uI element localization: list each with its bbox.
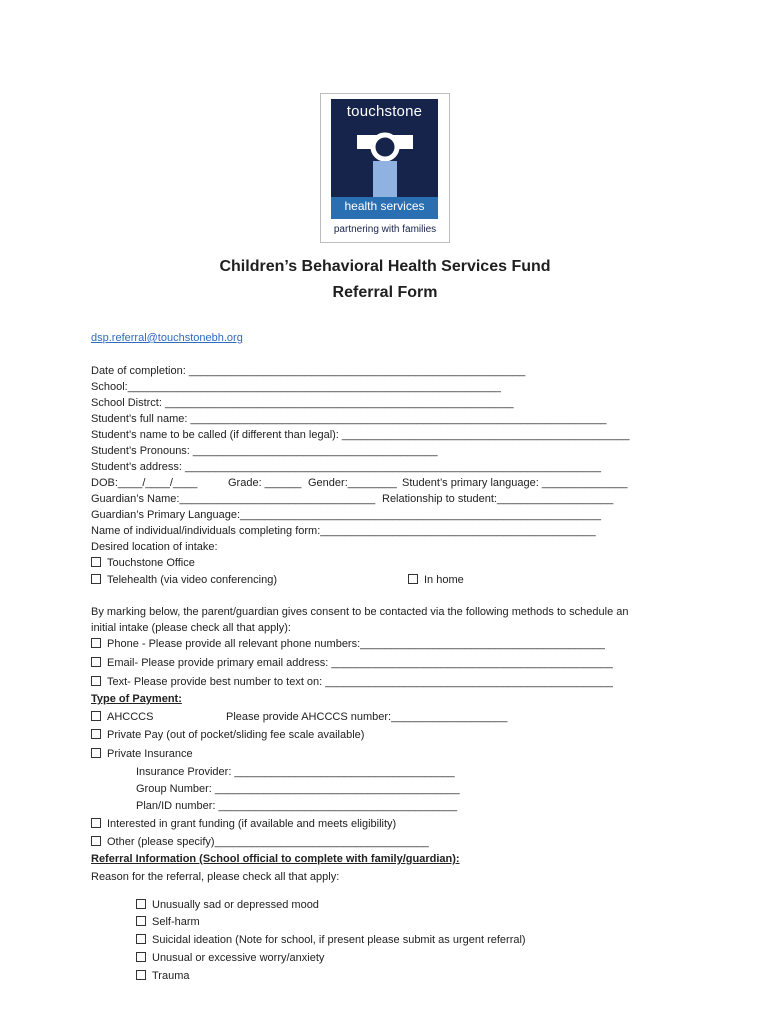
consent-text-line-2: initial intake (please check all that apply): (91, 622, 291, 634)
group-number-field[interactable]: Group Number: ________________________________________ (136, 783, 460, 795)
checkbox[interactable] (136, 970, 146, 980)
address-field[interactable]: Student’s address: ____________________________________________________________________ (91, 461, 601, 473)
guardian-name-field[interactable]: Guardian’s Name:________________________________ (91, 493, 376, 505)
checkbox[interactable] (91, 557, 101, 567)
referral-item[interactable] (136, 952, 324, 964)
ahcccs-number-field[interactable]: Please provide AHCCCS number:___________________ (226, 711, 508, 723)
checkbox[interactable] (91, 657, 101, 667)
referral-item-label: Suicidal ideation (Note for school, if present please submit as urgent referral) (152, 934, 526, 946)
referral-item[interactable] (136, 899, 319, 911)
referral-item-label: Trauma (152, 970, 190, 982)
checkbox[interactable] (136, 916, 146, 926)
checkbox[interactable] (136, 934, 146, 944)
referral-item[interactable] (136, 916, 200, 928)
checkbox[interactable] (91, 818, 101, 828)
payment-grant-label: Interested in grant funding (if available and meets eligibility) (107, 818, 397, 830)
location-home-option[interactable] (408, 574, 464, 586)
date-field[interactable]: Date of completion: _______________________________________________________ (91, 365, 526, 377)
pronouns-field[interactable]: Student’s Pronouns: ________________________________________ (91, 445, 438, 457)
payment-grant-option[interactable] (91, 818, 396, 830)
payment-ahcccs-label: AHCCCS (107, 711, 154, 723)
full-name-field[interactable]: Student’s full name: ____________________________________________________________________ (91, 413, 607, 425)
location-home-label: In home (424, 574, 464, 586)
insurance-provider-field[interactable]: Insurance Provider: ____________________________________ (136, 766, 455, 778)
primary-language-field[interactable]: Student’s primary language: ______________ (402, 477, 628, 489)
consent-text-line-1: By marking below, the parent/guardian gives consent to be contacted via the following methods to schedule an (91, 606, 629, 618)
payment-private-insurance-option[interactable] (91, 748, 193, 760)
checkbox[interactable] (91, 676, 101, 686)
touchstone-logo (320, 93, 450, 243)
payment-private-pay-label: Private Pay (out of pocket/sliding fee scale available) (107, 729, 365, 741)
checkbox[interactable] (136, 952, 146, 962)
payment-private-pay-option[interactable] (91, 729, 364, 741)
desired-location-label: Desired location of intake: (91, 541, 218, 553)
location-telehealth-option[interactable] (91, 574, 277, 586)
logo-brand-top: touchstone (346, 103, 423, 120)
payment-other-option[interactable] (91, 836, 429, 848)
checkbox[interactable] (91, 836, 101, 846)
referral-item-label: Unusually sad or depressed mood (152, 899, 319, 911)
referral-item[interactable] (136, 934, 526, 946)
payment-heading: Type of Payment: (91, 693, 182, 705)
contact-email-label: Email- Please provide primary email address: ______________________________________________ (107, 657, 613, 669)
contact-email-option[interactable] (91, 657, 613, 669)
checkbox[interactable] (91, 574, 101, 584)
checkbox[interactable] (91, 638, 101, 648)
checkbox[interactable] (408, 574, 418, 584)
dob-field[interactable]: DOB:____/____/____ (91, 477, 198, 489)
called-name-field[interactable]: Student’s name to be called (if different than legal): _______________________________________________ (91, 429, 630, 441)
completing-field[interactable]: Name of individual/individuals completing form:_____________________________________________ (91, 525, 596, 537)
referral-item[interactable] (136, 970, 190, 982)
location-office-label: Touchstone Office (107, 557, 195, 569)
form-subtitle: Referral Form (332, 284, 438, 301)
payment-other-label: Other (please specify)___________________________________ (107, 836, 429, 848)
payment-ahcccs-option[interactable] (91, 711, 153, 723)
contact-text-label: Text- Please provide best number to text on: _______________________________________________ (107, 676, 613, 688)
contact-phone-label: Phone - Please provide all relevant phone numbers:________________________________________ (107, 638, 605, 650)
location-telehealth-label: Telehealth (via video conferencing) (107, 574, 277, 586)
checkbox[interactable] (91, 748, 101, 758)
email-link[interactable]: dsp.referral@touchstonebh.org (91, 332, 243, 344)
grade-field[interactable]: Grade: ______ (228, 477, 302, 489)
logo-brand-bottom: health services (344, 199, 425, 213)
referral-item-label: Self-harm (152, 916, 200, 928)
checkbox[interactable] (136, 899, 146, 909)
contact-phone-option[interactable] (91, 638, 605, 650)
referral-reason-label: Reason for the referral, please check all that apply: (91, 871, 340, 883)
form-title: Children’s Behavioral Health Services Fund (219, 258, 551, 275)
location-office-option[interactable] (91, 557, 195, 569)
referral-heading: Referral Information (School official to complete with family/guardian): (91, 853, 460, 865)
relationship-field[interactable]: Relationship to student:___________________ (382, 493, 614, 505)
referral-item-label: Unusual or excessive worry/anxiety (152, 952, 325, 964)
gender-field[interactable]: Gender:________ (308, 477, 397, 489)
checkbox[interactable] (91, 729, 101, 739)
plan-id-field[interactable]: Plan/ID number: _______________________________________ (136, 800, 458, 812)
guardian-language-field[interactable]: Guardian’s Primary Language:___________________________________________________________ (91, 509, 601, 521)
checkbox[interactable] (91, 711, 101, 721)
logo-figure-icon (357, 125, 413, 197)
logo-emblem (331, 99, 438, 219)
district-field[interactable]: School Distrct: _________________________________________________________ (91, 397, 514, 409)
school-field[interactable]: School:_____________________________________________________________ (91, 381, 501, 393)
payment-private-insurance-label: Private Insurance (107, 748, 193, 760)
contact-text-option[interactable] (91, 676, 613, 688)
logo-tagline: partnering with families (333, 224, 437, 235)
